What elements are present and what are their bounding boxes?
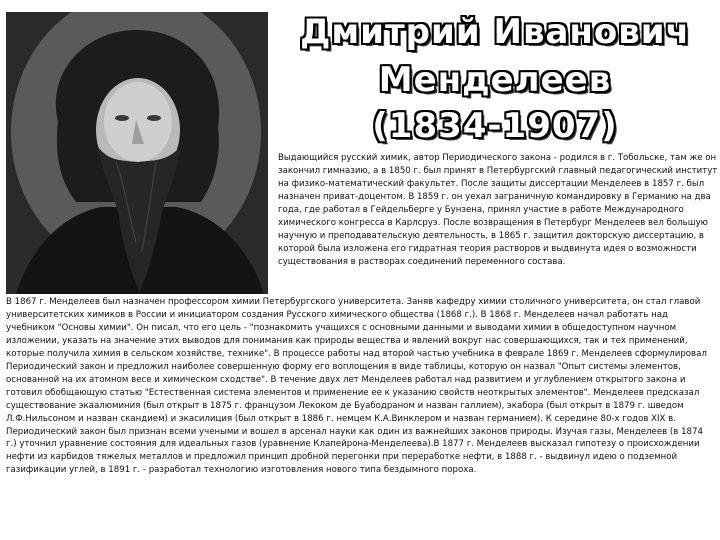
- portrait-illustration: [6, 12, 268, 294]
- intro-paragraph: Выдающийся русский химик, автор Периодического закона - родился в г. Тобольске, там же он закончил гимназию, а в 1850 г. был принят в Петербургский главный педагогический институт на физико-математический факультет. После защиты диссертации Менделеев в 1857 г. был назначен приват-доцентом. В 1859 г. он уехал заграничную командировку в Германию на два года, где работал в Гейдельберге у Бунзена, принял участие в работе Международного химического конгресса в Карлсруэ. После возвращения в Петербург Менделеев вел большую научную и преподавательскую деятельность, в 1865 г. защитил докторскую диссертацию, в которой была изложена его гидратная теория растворов и выдвинута идея о возможности существования в растворах соединений переменного состава.: [278, 153, 718, 267]
- body-paragraph: В 1867 г. Менделеев был назначен профессором химии Петербургского университета. Заняв кафедру химии столичного университета, он стал главой университетских химиков в России и инициатором создания Русского химического общества (1868 г.). В 1868 г. Менделеев начал работать над учебником "Основы химии". Он писал, что его цель - "познакомить учащихся с основными данными и выводами химии в общедоступном научном изложении, указать на значение этих выводов для понимания как природы вещества и явлений вокруг нас совершающихся, так и тех применений, которые получила химия в сельском хозяйстве, технике". В процессе работы над второй частью учебника в феврале 1869 г. Менделеев сформулировал Периодический закон и предложил наиболее совершенную форму его воплощения в виде таблицы, которую он назвал "Опыт системы элементов, основанной на их атомном весе и химическом сходстве". В течение двух лет Менделеев работал над развитием и углублением открытого закона и готовил обобщающую статью "Естественная система элементов и применение ее к указанию свойств неоткрытых элементов". Менделеев предсказал существование экаалюминия (был открыт в 1875 г. французом Лекоком де Буабодраном и назван галлием), экабора (был открыт в 1879 г. шведом Л.Ф.Нильсоном и назван скандием) и экасилиция (был открыт в 1886 г. немцем К.А.Винклером и назван германием). К середине 80-х годов XIX в. Периодический закон был признан всеми учеными и вошел в арсенал науки как один из важнейших законов природы. Изучая газы, Менделеев (в 1874 г.) уточнил уравнение состояния для идеальных газов (уравнение Клапейрона-Менделеева).В 1877 г. Менделеев высказал гипотезу о происхождении нефти из карбидов тяжелых металлов и предложил принцип дробной перегонки при переработке нефти, в 1888 г. - выдвинул идею о подземной газификации углей, в 1891 г. - разработал технологию изготовления нового типа бездымного пороха.: [6, 297, 707, 476]
- title-surname: Менделеев: [378, 60, 612, 100]
- portrait-photo: [6, 12, 268, 294]
- title-name: Дмитрий Иванович: [300, 12, 690, 52]
- title-years: (1834-1907): [372, 106, 618, 146]
